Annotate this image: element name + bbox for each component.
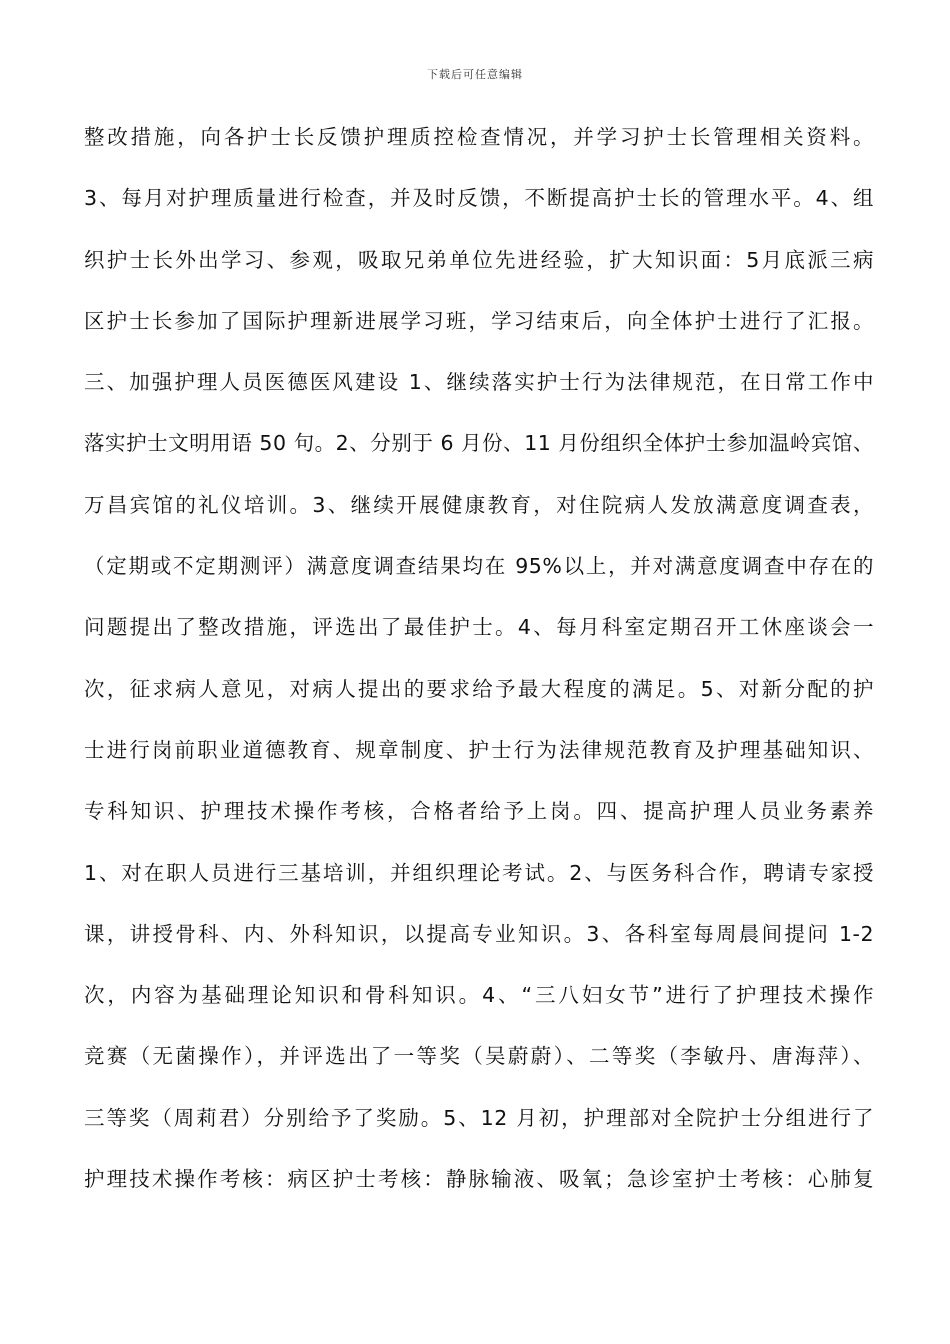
text-line: 落实护士文明用语 50 句。2、分别于 6 月份、11 月份组织全体护士参加温岭宾馆、 bbox=[84, 431, 874, 456]
document-body bbox=[84, 111, 874, 1214]
text-line: 织护士长外出学习、参观，吸取兄弟单位先进经验，扩大知识面：5月底派三病 bbox=[84, 247, 874, 272]
text-line: 竞赛（无菌操作），并评选出了一等奖（吴蔚蔚）、二等奖（李敏丹、唐海萍）、 bbox=[84, 1044, 874, 1069]
text-line: 专科知识、护理技术操作考核，合格者给予上岗。四、提高护理人员业务素养 bbox=[84, 799, 874, 824]
text-line: 3、每月对护理质量进行检查，并及时反馈，不断提高护士长的管理水平。4、组 bbox=[84, 186, 874, 211]
text-line: 课，讲授骨科、内、外科知识，以提高专业知识。3、各科室每周晨间提问 1-2 bbox=[84, 921, 874, 946]
page-header: 下载后可任意编辑 bbox=[427, 68, 523, 81]
text-line: 三、加强护理人员医德医风建设 1、继续落实护士行为法律规范，在日常工作中 bbox=[84, 370, 874, 395]
text-line: （定期或不定期测评）满意度调查结果均在 95%以上，并对满意度调查中存在的 bbox=[84, 554, 874, 579]
text-line: 1、对在职人员进行三基培训，并组织理论考试。2、与医务科合作，聘请专家授 bbox=[84, 860, 874, 885]
text-line: 区护士长参加了国际护理新进展学习班，学习结束后，向全体护士进行了汇报。 bbox=[84, 308, 874, 333]
text-line: 万昌宾馆的礼仪培训。3、继续开展健康教育，对住院病人发放满意度调查表， bbox=[84, 492, 874, 517]
text-line: 整改措施，向各护士长反馈护理质控检查情况，并学习护士长管理相关资料。 bbox=[84, 125, 874, 149]
text-line: 问题提出了整改措施，评选出了最佳护士。4、每月科室定期召开工休座谈会一 bbox=[84, 615, 874, 640]
text-line: 三等奖（周莉君）分别给予了奖励。5、12 月初，护理部对全院护士分组进行了 bbox=[84, 1105, 874, 1130]
text-line: 次，征求病人意见，对病人提出的要求给予最大程度的满足。5、对新分配的护 bbox=[84, 676, 874, 701]
text-line: 护理技术操作考核：病区护士考核：静脉输液、吸氧；急诊室护士考核：心肺复 bbox=[84, 1167, 874, 1192]
text-line: 士进行岗前职业道德教育、规章制度、护士行为法律规范教育及护理基础知识、 bbox=[84, 737, 874, 762]
text-line: 次，内容为基础理论知识和骨科知识。4、“三八妇女节”进行了护理技术操作 bbox=[84, 983, 874, 1008]
